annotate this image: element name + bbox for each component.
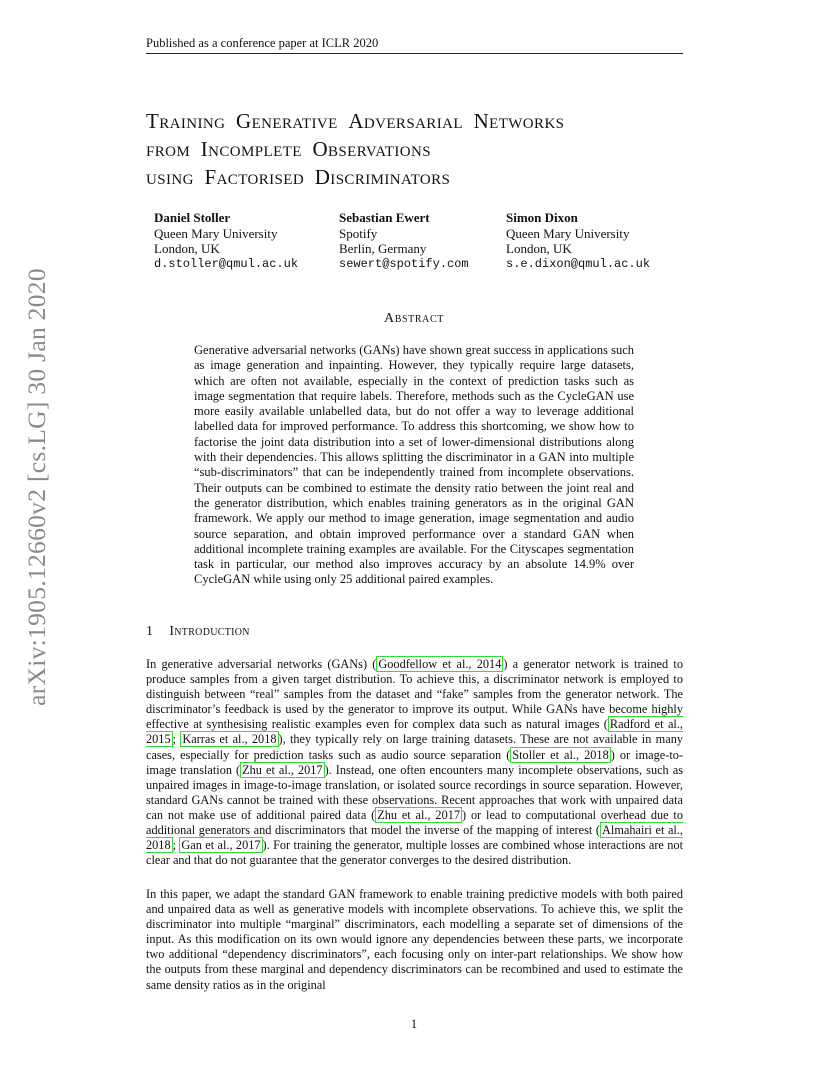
author-block-stoller (154, 210, 298, 272)
author-email[interactable]: s.e.dixon@qmul.ac.uk (506, 256, 651, 271)
running-header: Published as a conference paper at ICLR 2020 (146, 36, 379, 50)
author-affiliation: Queen Mary University (154, 225, 278, 241)
author-email[interactable]: sewert@spotify.com (339, 256, 469, 271)
title-word: from (146, 137, 191, 161)
title-word: Factorised (204, 165, 305, 189)
intro-paragraph-2: In this paper, we adapt the standard GAN framework to enable training predictive models with both paired and unpaired data as well as generative models with incomplete observations. To achieve this, we split the discriminator into multiple “marginal” discriminators, each modelling a separate set of dimensions of the input. As this modification on its own would ignore any dependencies between these parts, we incorporate two additional “dependency discriminators”, each focusing only on inter-part relationships. We show how the outputs from these marginal and dependency discriminators can be recombined and used to estimate the same density ratios as in the original (146, 887, 683, 992)
citation-link[interactable]: Zhu et al., 2017 (377, 807, 461, 822)
section-title: Introduction (169, 624, 250, 639)
author-name: Simon Dixon (506, 210, 578, 225)
citation-link[interactable]: Gan et al., 2017 (181, 838, 261, 853)
paragraph-text: In generative adversarial networks (GANs) ( (146, 657, 377, 671)
paragraph-text: ). For training the generator, multiple losses are combined whose interactions are not clear and that do not guarantee that the generator converges to the desired distribution. (146, 838, 683, 868)
citation-link[interactable]: Almahairi et al., 2018 (146, 823, 683, 853)
paragraph-text: ; (172, 732, 181, 747)
header-rule (146, 53, 683, 54)
paragraph-text: ). Instead, one often encounters many incomplete observations, such as unpaired images in image-to-image translation, or isolated source recordings in source separation. However, standard GANs cannot be trained with these observations. Recent approaches that work with unpaired data can not make use of additional paired data ( (146, 762, 683, 822)
author-name: Sebastian Ewert (339, 210, 430, 225)
title-word: Networks (473, 109, 565, 133)
paragraph-text: ), they typically rely on large training datasets. These are not available in many cases, especially for prediction tasks such as audio source separation ( (146, 732, 683, 762)
title-word: Adversarial (348, 109, 463, 133)
author-email[interactable]: d.stoller@qmul.ac.uk (154, 256, 299, 271)
title-word: Training (146, 109, 226, 133)
title-line-1 (146, 107, 569, 135)
paragraph-text: ) or image-to-image translation ( (146, 747, 683, 777)
title-word: Discriminators (314, 165, 451, 189)
author-name: Daniel Stoller (154, 210, 231, 225)
section-number: 1 (146, 624, 154, 639)
page-number: 1 (410, 1017, 418, 1031)
citation-link[interactable]: Zhu et al., 2017 (242, 762, 323, 777)
citation-link[interactable]: Stoller et al., 2018 (512, 747, 609, 762)
author-block-ewert (339, 210, 469, 272)
abstract-heading: Abstract (384, 311, 444, 326)
citation-link[interactable]: Goodfellow et al., 2014 (378, 657, 502, 671)
author-block-dixon (506, 210, 650, 272)
title-line-3 (146, 163, 569, 191)
paragraph-text: ; (172, 838, 180, 853)
abstract-text: Generative adversarial networks (GANs) have shown great success in applications such as image generation and inpainting. However, they typically require large datasets, which are often not available, especially in the context of prediction tasks such as image segmentation that require labels. Therefore, methods such as the CycleGAN use more easily available unlabelled data, but do not offer a way to leverage additional labelled data for improved performance. To address this shortcoming, we show how to factorise the joint data distribution into a set of lower-dimensional distributions along with their dependencies. This allows splitting the discriminator in a GAN into multiple “sub-discriminators” that can be independently trained from incomplete observations. Their outputs can be combined to estimate the density ratio between the joint real and the generator distribution, which enables training generators as in the original GAN framework. We apply our method to image generation, image segmentation and audio source separation, and obtain improved performance over a standard GAN when additional incomplete training examples are available. For the Cityscapes segmentation task in particular, our method also improves accuracy by an absolute 14.9% over CycleGAN while using only 25 additional paired examples. (194, 343, 634, 587)
author-location: Berlin, Germany (339, 241, 427, 256)
title-line-2 (146, 135, 569, 163)
intro-paragraph-1 (146, 657, 683, 868)
citation-link[interactable]: Karras et al., 2018 (182, 732, 277, 747)
title-word: Generative (236, 109, 338, 133)
paragraph-text: ) a generator network is trained to produce samples from a given target distribution. To achieve this, a discriminator network is employed to distinguish between “real” samples from the dataset and “fake” samples from the generator network. The discriminator’s feedback is used by the generator to improve its output. While GANs have become highly effective at synthesising realistic examples even for complex data such as natural images ( (146, 657, 683, 732)
title-word: Incomplete (200, 137, 302, 161)
arxiv-identifier: arXiv:1905.12660v2 [cs.LG] 30 Jan 2020 (22, 268, 51, 706)
paragraph-text: ) or lead to computational overhead due to additional generators and discriminators that model the inverse of the mapping of interest ( (146, 807, 683, 838)
title-word: using (146, 165, 194, 189)
paper-title (146, 107, 569, 191)
author-affiliation: Queen Mary University (506, 225, 630, 241)
author-location: London, UK (506, 241, 572, 256)
author-affiliation: Spotify (339, 225, 378, 241)
author-location: London, UK (154, 241, 220, 256)
title-word: Observations (312, 137, 431, 161)
section-heading-introduction (146, 624, 250, 640)
citation-link[interactable]: Radford et al., 2015 (146, 717, 683, 747)
